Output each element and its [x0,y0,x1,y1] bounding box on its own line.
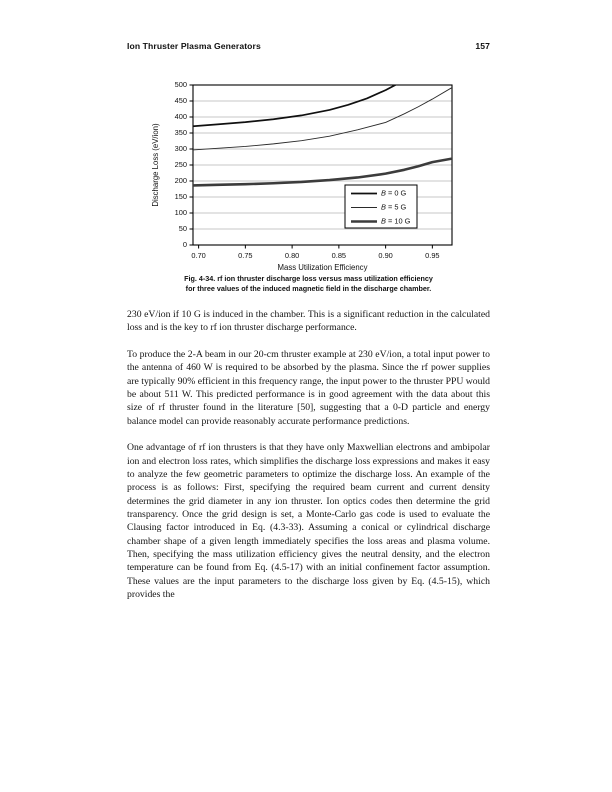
x-tick-label: 0.95 [425,251,440,260]
x-tick-label: 0.90 [378,251,393,260]
y-tick-label: 300 [174,143,187,153]
legend-label-2: B = 10 G [381,216,411,226]
paragraph-1: 230 eV/ion if 10 G is induced in the chamber. This is a significant reduction in the calculated loss and is the key to rf ion thruster discharge performance. [127,309,490,334]
series-line-0 [193,83,400,127]
y-tick-label: 450 [174,95,187,105]
y-tick-label: 200 [174,175,187,185]
y-tick-label: 50 [178,223,187,233]
x-tick-label: 0.85 [331,251,347,260]
figure-caption [127,274,490,294]
running-head [127,41,490,51]
y-tick-label: 500 [174,79,187,89]
y-tick-label: 400 [174,111,187,121]
running-head-title: Ion Thruster Plasma Generators [127,41,261,51]
series-line-2 [193,159,452,186]
x-axis-title: Mass Utilization Efficiency [277,263,368,272]
y-axis-title: Discharge Loss (eV/ion) [151,123,160,207]
discharge-loss-chart-svg [145,79,475,275]
y-tick-label: 100 [174,207,187,217]
y-tick-label: 350 [174,127,187,137]
y-tick-label: 150 [174,191,187,201]
discharge-loss-chart [145,79,475,275]
x-tick-label: 0.75 [238,251,253,260]
x-tick-label: 0.80 [284,251,300,260]
body-text [127,308,490,615]
page-number: 157 [475,41,490,51]
legend-label-1: B = 5 G [381,202,407,212]
figure-caption-line2: for three values of the induced magnetic field in the discharge chamber. [185,284,432,293]
series-line-1 [193,88,452,150]
paragraph-3: One advantage of rf ion thrusters is that they have only Maxwellian electrons and ambipolar ion and electron loss rates, which simplifies the discharge loss expressions and makes it easy to analyze the few geometric parameters to optimize the discharge loss. An example of the process is as follows: First, specifying the required beam current and current density determines the grid diameter in any ion thruster. Ion optics codes then determine the grid transparency. Once the grid design is set, a Monte-Carlo gas code is used to evaluate the Clausing factor introduced in Eq. (4.3-33). Assuming a conical or cylindrical discharge chamber shape of a given length immediately specifies the loss areas and plasma volume. Then, specifying the mass utilization efficiency gives the neutral density, and the electron temperature can be found from Eq. (4.5-17) with an initial confinement factor assumption. These values are the input parameters to the discharge loss given by Eq. (4.5-15), which provides the [127,442,490,601]
figure-caption-line1: Fig. 4-34. rf ion thruster discharge loss versus mass utilization efficiency [184,274,433,283]
y-tick-label: 250 [174,159,187,169]
x-tick-label: 0.70 [191,251,206,260]
paragraph-2: To produce the 2-A beam in our 20-cm thruster example at 230 eV/ion, a total input power to the antenna of 460 W is required to be absorbed by the plasma. Since the rf power supplies are typically 90% efficient in this frequency range, the input power to the thruster PPU would be about 511 W. This predicted performance is in good agreement with the data about this size of rf thruster found in the literature [50], suggesting that a 0-D particle and energy balance model can provide reasonably accurate performance predictions. [127,348,491,427]
legend-label-0: B = 0 G [381,188,407,198]
y-tick-label: 0 [182,239,187,249]
